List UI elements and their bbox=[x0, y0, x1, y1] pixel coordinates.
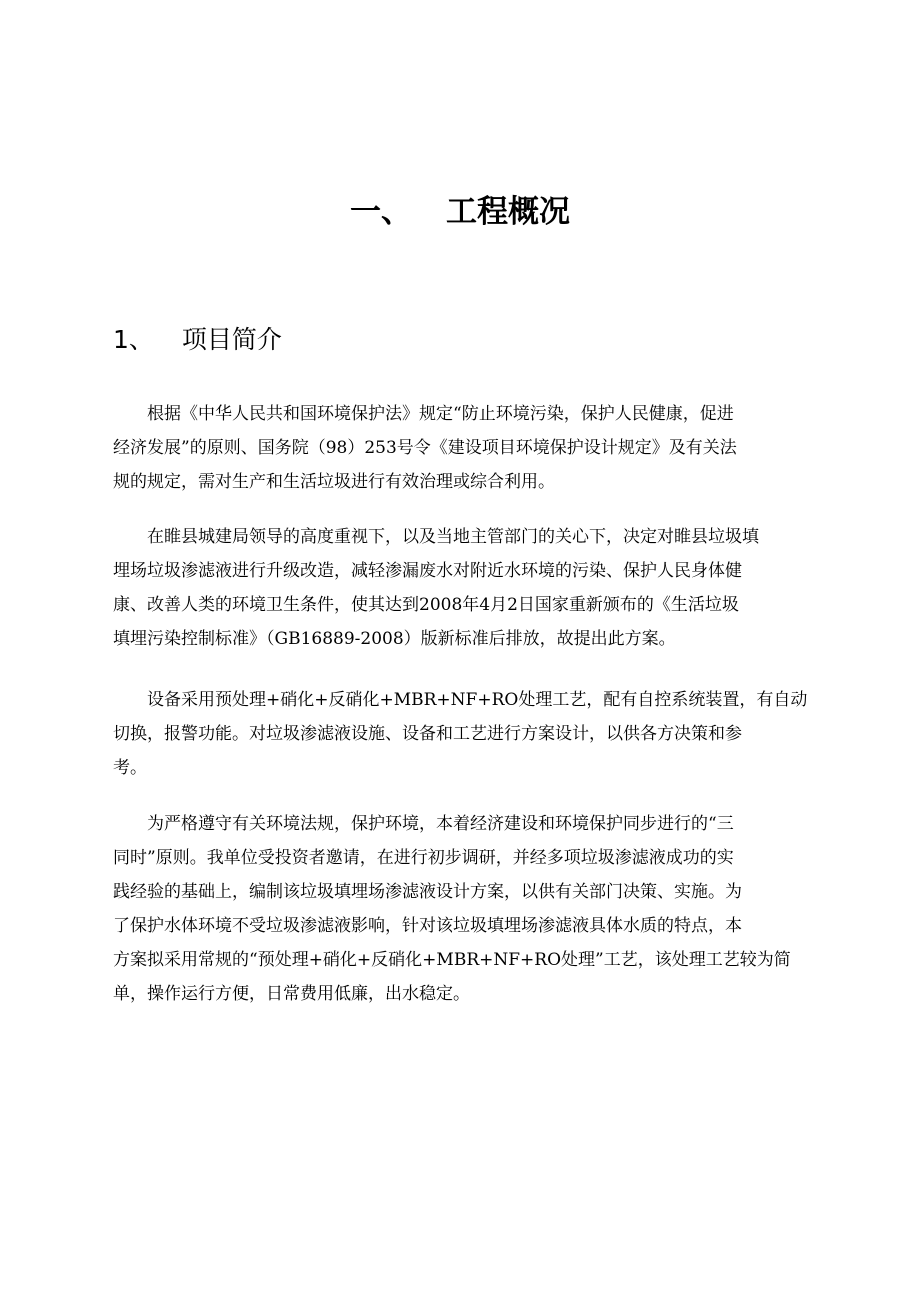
paragraph-process-equipment bbox=[113, 683, 807, 785]
paragraph-line: 埋场垃圾渗滤液进行升级改造，减轻渗漏废水对附近水环境的污染、保护人民身体健 bbox=[113, 561, 742, 581]
paragraph-line: 考。 bbox=[113, 758, 147, 778]
paragraph-line: 规的规定，需对生产和生活垃圾进行有效治理或综合利用。 bbox=[113, 472, 555, 492]
chapter-heading bbox=[0, 190, 920, 234]
paragraph-legal-basis bbox=[113, 397, 737, 499]
paragraph-line: 填埋污染控制标准》（GB16889-2008）版新标准后排放，故提出此方案。 bbox=[113, 629, 676, 649]
section-title: 项目简介 bbox=[181, 325, 282, 354]
paragraph-project-background bbox=[113, 520, 759, 656]
section-heading bbox=[113, 322, 282, 358]
section-number: 1、 bbox=[113, 325, 154, 354]
chapter-title: 工程概况 bbox=[446, 194, 570, 230]
paragraph-line: 设备采用预处理+硝化+反硝化+MBR+NF+RO处理工艺，配有自控系统装置，有自动 bbox=[113, 690, 808, 710]
paragraph-design-principles bbox=[113, 807, 791, 1011]
paragraph-line: 在睢县城建局领导的高度重视下，以及当地主管部门的关心下，决定对睢县垃圾填 bbox=[113, 527, 759, 547]
paragraph-line: 单，操作运行方便，日常费用低廉，出水稳定。 bbox=[113, 984, 470, 1004]
paragraph-line: 同时”原则。我单位受投资者邀请，在进行初步调研，并经多项垃圾渗滤液成功的实 bbox=[113, 848, 734, 868]
paragraph-line: 践经验的基础上，编制该垃圾填埋场渗滤液设计方案，以供有关部门决策、实施。为 bbox=[113, 882, 742, 902]
paragraph-line: 为严格遵守有关环境法规，保护环境，本着经济建设和环境保护同步进行的“三 bbox=[113, 814, 734, 834]
paragraph-line: 康、改善人类的环境卫生条件，使其达到2008年4月2日国家重新颁布的《生活垃圾 bbox=[113, 595, 739, 615]
paragraph-line: 根据《中华人民共和国环境保护法》规定“防止环境污染，保护人民健康，促进 bbox=[113, 404, 734, 424]
chapter-number: 一、 bbox=[350, 194, 412, 230]
paragraph-line: 了保护水体环境不受垃圾渗滤液影响，针对该垃圾填埋场渗滤液具体水质的特点，本 bbox=[113, 916, 742, 936]
paragraph-line: 方案拟采用常规的“预处理+硝化+反硝化+MBR+NF+RO处理”工艺，该处理工艺较为简 bbox=[113, 950, 791, 970]
paragraph-line: 经济发展”的原则、国务院（98）253号令《建设项目环境保护设计规定》及有关法 bbox=[113, 438, 737, 458]
paragraph-line: 切换，报警功能。对垃圾渗滤液设施、设备和工艺进行方案设计，以供各方决策和参 bbox=[113, 724, 742, 744]
